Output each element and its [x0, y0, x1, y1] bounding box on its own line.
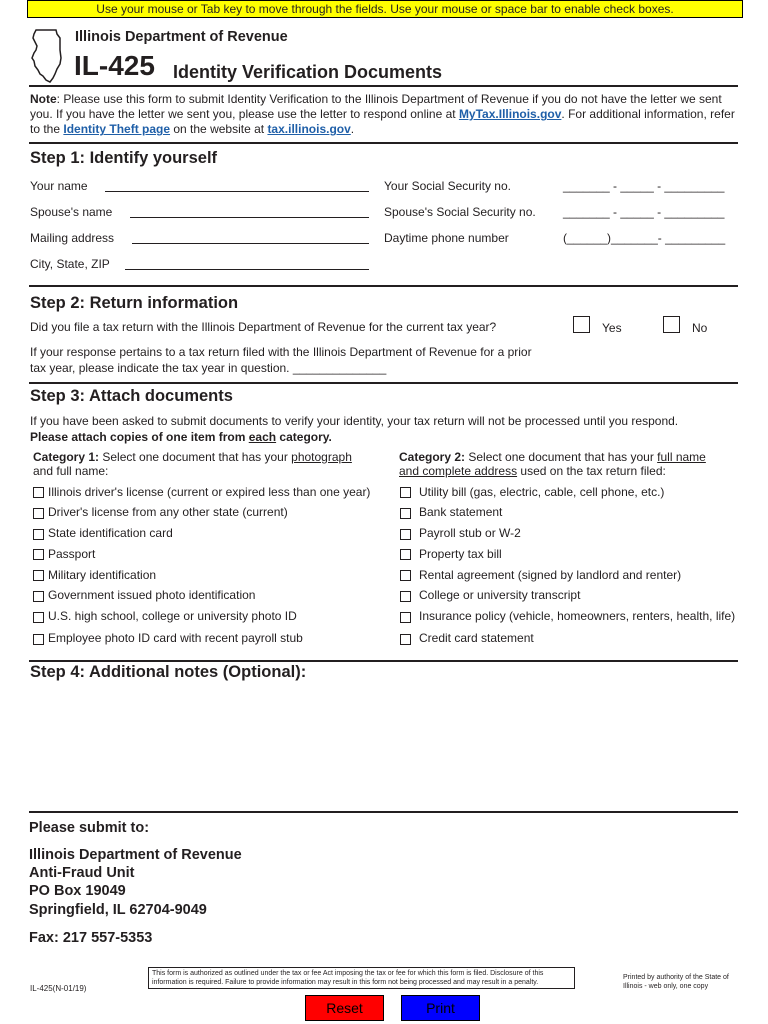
cat2-item: College or university transcript [419, 588, 581, 602]
spouse-name-field[interactable] [130, 217, 369, 218]
cat1-item: State identification card [48, 526, 173, 540]
cat2-checkbox[interactable] [400, 529, 411, 540]
your-name-label: Your name [30, 179, 88, 193]
address-line: Springfield, IL 62704-9049 [29, 902, 207, 918]
category2-desc: Select one document that has your [465, 450, 658, 464]
note-text: . For additional information, refer to the [30, 107, 735, 137]
category1-desc: and full name: [33, 464, 109, 478]
cat1-item: U.S. high school, college or university photo ID [48, 609, 297, 623]
spouse-name-label: Spouse's name [30, 205, 113, 219]
attach-each: each [248, 430, 277, 444]
category2-desc: used on the tax return filed: [517, 464, 666, 478]
attach-instruction [30, 430, 332, 444]
cat1-checkbox[interactable] [33, 612, 44, 623]
your-ssn-label: Your Social Security no. [384, 179, 511, 193]
cat1-item: Driver's license from any other state (current) [48, 505, 288, 519]
mailing-address-field[interactable] [132, 243, 369, 244]
city-state-zip-label: City, State, ZIP [30, 257, 110, 271]
note-label: Note [30, 92, 57, 106]
form-title: Identity Verification Documents [173, 62, 443, 82]
cat1-item: Illinois driver's license (current or expired less than one year) [48, 485, 371, 499]
cat2-item: Payroll stub or W-2 [419, 526, 521, 540]
step1-divider [29, 142, 738, 144]
submit-heading: Please submit to: [29, 820, 150, 836]
cat1-checkbox[interactable] [33, 508, 44, 519]
cat2-checkbox[interactable] [400, 549, 411, 560]
cat1-item: Military identification [48, 568, 157, 582]
note-text: . [350, 122, 355, 137]
additional-notes-field[interactable] [30, 690, 738, 805]
phone-field[interactable]: (______)_______- _________ [563, 231, 726, 245]
step4-divider [29, 660, 738, 662]
category1-desc: Select one document that has your [99, 450, 292, 464]
cat2-item: Bank statement [419, 505, 503, 519]
yes-checkbox[interactable] [573, 316, 590, 333]
cat2-checkbox[interactable] [400, 508, 411, 519]
attach-text: category. [276, 430, 332, 444]
cat1-checkbox[interactable] [33, 570, 44, 581]
mailing-address-label: Mailing address [30, 231, 115, 245]
note-paragraph [30, 92, 742, 138]
department-name: Illinois Department of Revenue [75, 29, 288, 45]
cat2-checkbox[interactable] [400, 591, 411, 602]
category1-heading [33, 450, 363, 478]
cat1-checkbox[interactable] [33, 634, 44, 645]
note-text: : Please use this form to submit Identity Verification to the Illinois Department of Revenue if you do not have the letter we sent you. If you have the letter we sent you, please use the letter to respond online at [30, 92, 722, 122]
tax-website-link[interactable]: tax.illinois.gov [267, 122, 351, 137]
cat2-item: Insurance policy (vehicle, homeowners, renters, health, life) [419, 609, 736, 623]
mytax-link[interactable]: MyTax.Illinois.gov [458, 107, 562, 122]
your-name-field[interactable] [105, 191, 369, 192]
illinois-state-outline-icon [30, 28, 64, 84]
reset-button[interactable]: Reset [305, 995, 384, 1021]
no-checkbox[interactable] [663, 316, 680, 333]
disclaimer-box: This form is authorized as outlined under the tax or fee Act imposing the tax or fee for which this form is filed. Disclosure of this information is required. Failure to provide information may result in this form not being processed and may result in a penalty. [148, 967, 575, 989]
fax-number: Fax: 217 557-5353 [29, 930, 153, 946]
print-button[interactable]: Print [401, 995, 480, 1021]
instruction-banner: Use your mouse or Tab key to move through the fields. Use your mouse or space bar to enable check boxes. [27, 0, 743, 18]
no-label: No [692, 321, 708, 335]
cat1-checkbox[interactable] [33, 591, 44, 602]
cat1-checkbox[interactable] [33, 549, 44, 560]
notes-bottom-divider [29, 811, 738, 813]
step1-title: Step 1: Identify yourself [30, 149, 218, 167]
category2-heading [399, 450, 719, 478]
spouse-ssn-label: Spouse's Social Security no. [384, 205, 536, 219]
cat1-checkbox[interactable] [33, 529, 44, 540]
note-text: on the website at [170, 122, 268, 137]
step4-title: Step 4: Additional notes (Optional): [30, 663, 307, 681]
category2-label: Category 2: [399, 450, 466, 464]
step2-title: Step 2: Return information [30, 294, 239, 312]
cat2-checkbox[interactable] [400, 612, 411, 623]
form-number: IL-425 [74, 50, 155, 81]
identity-theft-link[interactable]: Identity Theft page [63, 122, 171, 137]
step3-title: Step 3: Attach documents [30, 387, 233, 405]
cat2-checkbox[interactable] [400, 634, 411, 645]
spouse-ssn-field[interactable]: _______ - _____ - _________ [563, 205, 725, 219]
yes-label: Yes [602, 321, 622, 335]
cat2-item: Credit card statement [419, 631, 534, 645]
cat1-item: Government issued photo identification [48, 588, 256, 602]
cat2-item: Utility bill (gas, electric, cable, cell phone, etc.) [419, 485, 665, 499]
step3-divider [29, 382, 738, 384]
printed-by-note: Printed by authority of the State of Illinois - web only, one copy [623, 974, 729, 990]
cat2-item: Property tax bill [419, 547, 502, 561]
cat2-checkbox[interactable] [400, 570, 411, 581]
cat1-item: Employee photo ID card with recent payroll stub [48, 631, 303, 645]
phone-label: Daytime phone number [384, 231, 509, 245]
cat2-item: Rental agreement (signed by landlord and renter) [419, 568, 682, 582]
address-line: PO Box 19049 [29, 883, 126, 899]
category1-label: Category 1: [33, 450, 100, 464]
cat2-checkbox[interactable] [400, 487, 411, 498]
cat1-item: Passport [48, 547, 96, 561]
category2-desc-underline: full name and complete address [399, 450, 706, 478]
step2-divider [29, 285, 738, 287]
prior-year-text: If your response pertains to a tax return filed with the Illinois Department of Revenue for a prior tax year, please indicate the tax year in question. ______________ [30, 345, 532, 375]
form-revision-id: IL-425(N-01/19) [30, 984, 87, 993]
your-ssn-field[interactable]: _______ - _____ - _________ [563, 179, 725, 193]
step3-intro: If you have been asked to submit documents to verify your identity, your tax return will not be processed until you respond. [30, 414, 679, 428]
address-line: Anti-Fraud Unit [29, 865, 135, 881]
city-state-zip-field[interactable] [125, 269, 369, 270]
cat1-checkbox[interactable] [33, 487, 44, 498]
attach-text: Please attach copies of one item from [30, 430, 249, 444]
current-year-question: Did you file a tax return with the Illinois Department of Revenue for the current tax year? [30, 320, 497, 334]
header-divider [29, 85, 738, 87]
address-line: Illinois Department of Revenue [29, 847, 242, 863]
category1-desc-underline: photograph [291, 450, 352, 464]
